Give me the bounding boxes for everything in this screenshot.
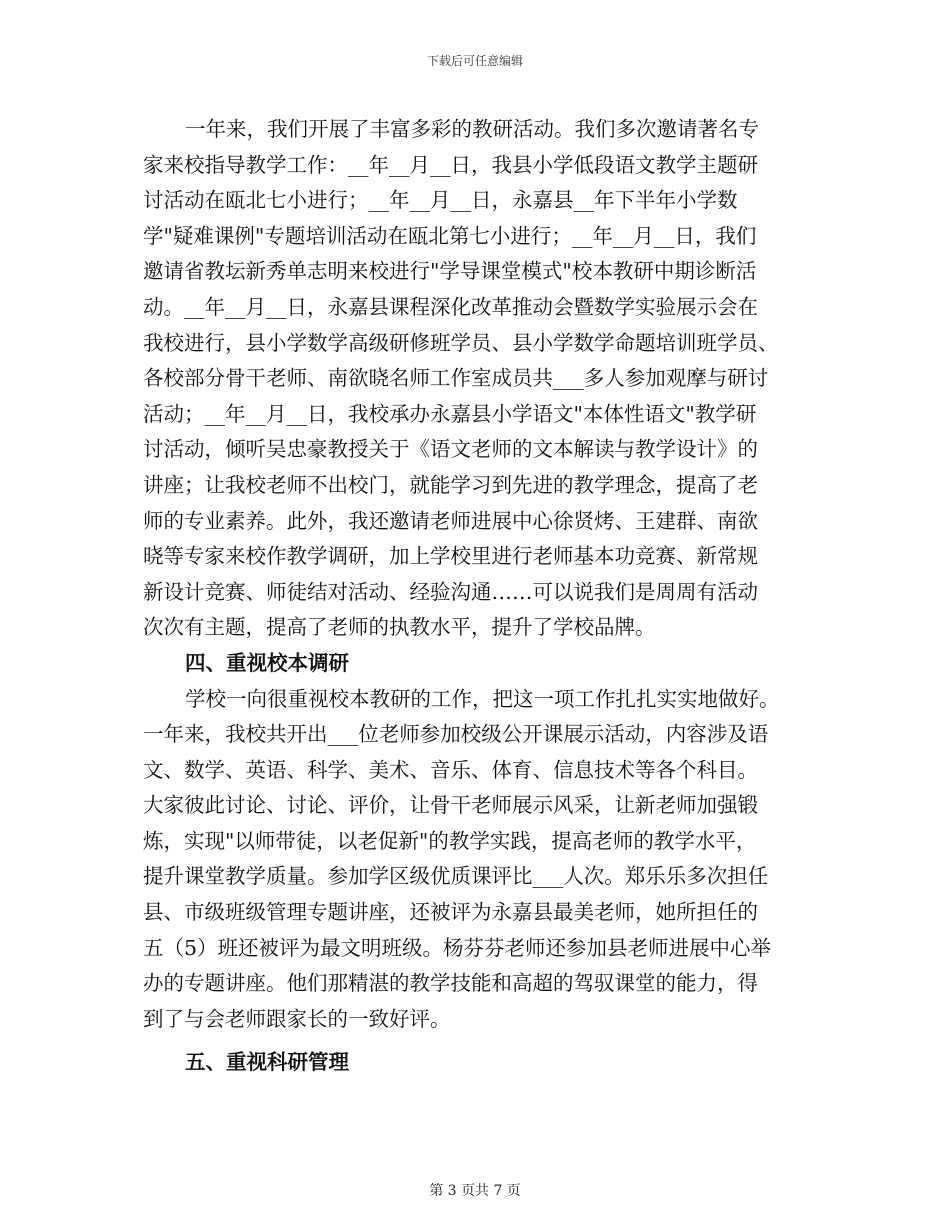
text-line: 炼，实现"以师带徒，以老促新"的教学实践，提高老师的教学水平， (143, 828, 757, 853)
text-line: 邀请省教坛新秀单志明来校进行"学导课堂模式"校本教研中期诊断活 (143, 259, 757, 284)
text-line: 县、市级班级管理专题讲座，还被评为永嘉县最美老师，她所担任的 (143, 900, 758, 925)
text-line: 我校进行，县小学数学高级研修班学员、县小学数学命题培训班学员、 (143, 330, 779, 355)
text-line: 次次有主题，提高了老师的执教水平，提升了学校品牌。 (143, 615, 656, 640)
text-line: 讲座；让我校老师不出校门，就能学习到先进的教学理念，提高了老 (143, 472, 758, 497)
text-line: 到了与会老师跟家长的一致好评。 (143, 1006, 451, 1031)
text-line: 师的专业素养。此外，我还邀请老师进展中心徐贤烤、王建群、南欲 (143, 508, 758, 533)
text-line: 大家彼此讨论、讨论、评价，让骨干老师展示风采，让新老师加强锻 (143, 793, 758, 818)
text-line: 新设计竞赛、师徒结对活动、经验沟通……可以说我们是周周有活动 (143, 579, 758, 604)
page-number: 第 3 页共 7 页 (429, 1183, 521, 1199)
text-line: 五（5）班还被评为最文明班级。杨芬芬老师还参加县老师进展中心举 (143, 935, 772, 960)
text-line: 活动；__年__月__日，我校承办永嘉县小学语文"本体性语文"教学研 (143, 401, 757, 426)
section-heading: 五、重视科研管理 (185, 1050, 349, 1075)
text-line: 文、数学、英语、科学、美术、音乐、体育、信息技术等各个科目。 (143, 757, 758, 782)
text-line: 学"疑难课例"专题培训活动在瓯北第七小进行；__年__月__日，我们 (143, 223, 757, 248)
text-line: 动。__年__月__日，永嘉县课程深化改革推动会暨数学实验展示会在 (143, 294, 758, 319)
text-line: 家来校指导教学工作：__年__月__日，我县小学低段语文教学主题研 (143, 152, 758, 177)
text-line: 学校一向很重视校本教研的工作，把这一项工作扎扎实实地做好。 (185, 686, 780, 711)
text-line: 讨活动，倾听吴忠豪教授关于《语文老师的文本解读与教学设计》的 (143, 437, 758, 462)
section-heading: 四、重视校本调研 (185, 650, 349, 675)
page-header-note: 下载后可任意编辑 (426, 54, 523, 68)
text-line: 各校部分骨干老师、南欲晓名师工作室成员共___多人参加观摩与研讨 (143, 366, 769, 391)
document-body (143, 112, 803, 1081)
text-line: 讨活动在瓯北七小进行；__年__月__日，永嘉县__年下半年小学数 (143, 188, 738, 213)
text-line: 一年来，我校共开出___位老师参加校级公开课展示活动，内容涉及语 (143, 722, 769, 747)
text-line: 提升课堂教学质量。参加学区级优质课评比___人次。郑乐乐多次担任 (143, 864, 769, 889)
text-line: 晓等专家来校作教学调研，加上学校里进行老师基本功竞赛、新常规 (143, 544, 758, 569)
text-line: 办的专题讲座。他们那精湛的教学技能和高超的驾驭课堂的能力，得 (143, 971, 758, 996)
text-line: 一年来，我们开展了丰富多彩的教研活动。我们多次邀请著名专 (185, 117, 759, 141)
